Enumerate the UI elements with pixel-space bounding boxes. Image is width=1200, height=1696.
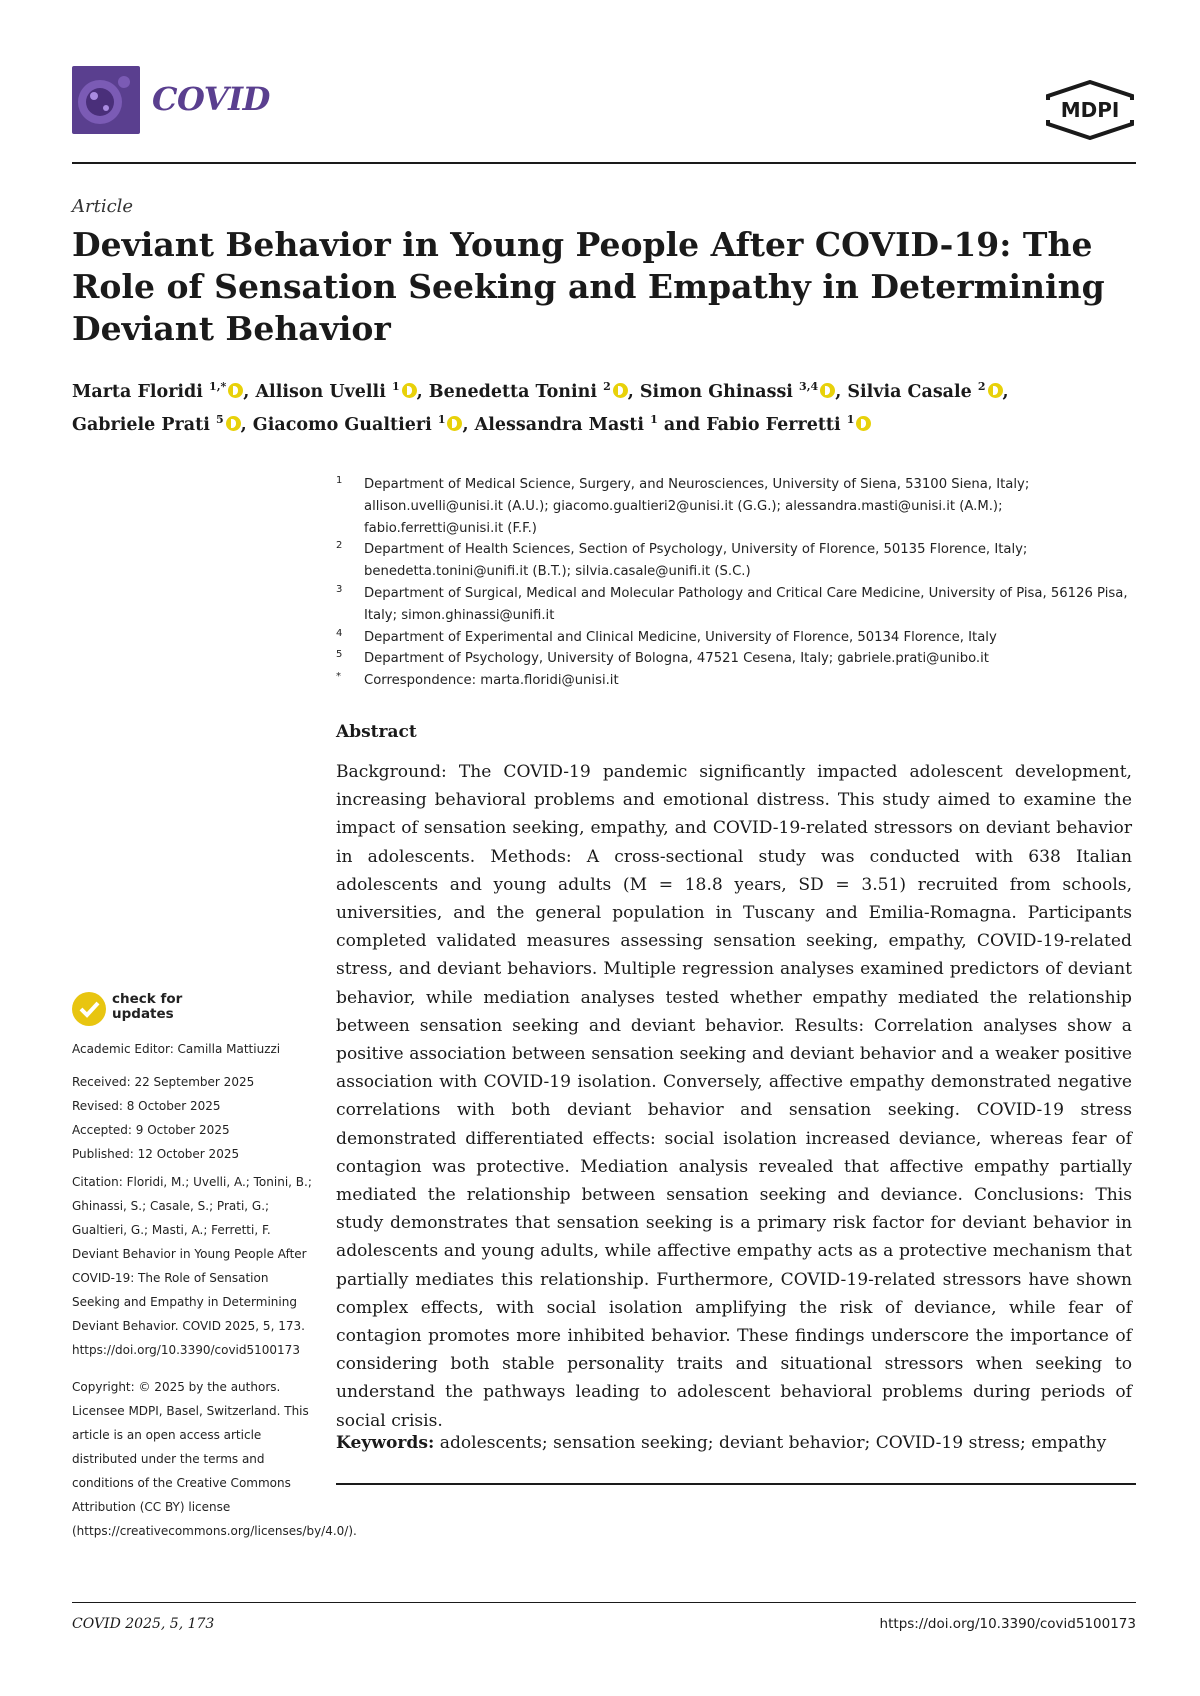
affiliation-text: Department of Surgical, Medical and Molecular Pathology and Critical Care Medicine, University of Pisa, 56126 Pisa, Italy; simon.ghinassi@unifi.it — [364, 585, 1128, 623]
keywords-value: adolescents; sensation seeking; deviant behavior; COVID-19 stress; empathy — [439, 1433, 1107, 1453]
header-rule — [72, 162, 1136, 164]
author-affiliation-marker: 1 — [391, 380, 400, 393]
article-type: Article — [72, 196, 134, 217]
citation: Citation: Floridi, M.; Uvelli, A.; Tonini, B.; Ghinassi, S.; Casale, S.; Prati, G.; Gualtieri, G.; Masti, A.; Ferretti, F. Deviant Behavior in Young People After COVID-19: The Role of Sensation Seeking and Empathy in Determining Deviant Behavior. COVID 2025, 5, 173. https://doi.org/10.3390/covid5100173 — [72, 1175, 312, 1357]
affiliation-item — [336, 648, 1136, 670]
virus-icon — [72, 66, 140, 134]
affiliation-item — [336, 583, 1136, 627]
affiliation-number: 2 — [336, 540, 343, 552]
author-name: Marta Floridi $^{1,*}$ — [72, 380, 227, 402]
affiliation-item — [336, 627, 1136, 649]
orcid-icon[interactable] — [228, 383, 243, 398]
keywords — [336, 1430, 1136, 1456]
orcid-icon[interactable] — [447, 416, 462, 431]
affiliations — [336, 474, 1136, 692]
author-affiliation-marker: 5 — [215, 412, 224, 426]
orcid-icon[interactable] — [856, 416, 871, 431]
published-date: Published: 12 October 2025 — [72, 1147, 240, 1161]
affiliation-text: Department of Experimental and Clinical Medicine, University of Florence, 50134 Florence, Italy — [364, 629, 997, 645]
orcid-icon[interactable] — [820, 383, 835, 398]
affiliation-number: 5 — [336, 649, 343, 661]
affiliation-number: 1 — [336, 475, 343, 486]
abstract-heading: Abstract — [336, 722, 417, 742]
affiliation-text: Department of Medical Science, Surgery, and Neurosciences, University of Siena, 53100 Siena, Italy; allison.uvelli@unisi.it (A.U.); giacomo.gualtieri2@unisi.it (G.G.); alessandra.masti@unisi.it (A.M.); fabio.ferretti@unisi.it (F.F.) — [364, 477, 1030, 536]
journal-logo — [72, 66, 140, 134]
journal-name: COVID — [152, 80, 270, 118]
author-affiliation-marker: 3,4 — [799, 380, 819, 393]
orcid-icon[interactable] — [988, 383, 1003, 398]
author-name: Simon Ghinassi $^{3,4}$ — [639, 380, 819, 402]
revised-date: Revised: 8 October 2025 — [72, 1099, 221, 1113]
copyright-notice: Copyright: © 2025 by the authors. Licensee MDPI, Basel, Switzerland. This article is an open access article distributed under the terms and conditions of the Creative Commons Attribution (CC BY) license (https://creativecommons.org/licenses/by/4.0/). — [72, 1380, 357, 1538]
orcid-icon[interactable] — [226, 416, 241, 431]
author-affiliation-marker: 1 — [846, 412, 855, 426]
affiliation-item — [336, 670, 1136, 692]
author-name: Alessandra Masti $^1$ — [474, 412, 658, 435]
affiliation-item — [336, 474, 1136, 539]
author-affiliation-marker: 2 — [603, 380, 611, 393]
author-affiliation-marker: 1,* — [209, 380, 227, 393]
check-icon — [72, 992, 106, 1026]
footer-citation: COVID 2025, 5, 173 — [72, 1616, 215, 1632]
author-affiliation-marker: 1 — [650, 412, 658, 426]
affiliation-text: Department of Health Sciences, Section of Psychology, University of Florence, 50135 Florence, Italy; benedetta.tonini@unifi.it (B.T.); silvia.casale@unifi.it (S.C.) — [364, 542, 1028, 580]
paper-title: Deviant Behavior in Young People After COVID-19: The Role of Sensation Seeking and Empathy in Determining Deviant Behavior — [72, 225, 1105, 348]
author-name: Silvia Casale $^2$ — [847, 380, 986, 402]
accepted-date: Accepted: 9 October 2025 — [72, 1123, 230, 1137]
check-for-updates-badge[interactable] — [72, 992, 272, 1032]
dates — [72, 1070, 254, 1166]
footer-doi-link[interactable]: https://doi.org/10.3390/covid5100173 — [879, 1616, 1136, 1632]
orcid-icon[interactable] — [613, 383, 628, 398]
affiliation-number: 3 — [336, 583, 343, 595]
keywords-label: Keywords: — [336, 1433, 435, 1453]
affiliation-text: Department of Psychology, University of Bologna, 47521 Cesena, Italy; gabriele.prati@unibo.it — [364, 651, 989, 667]
author-name: Allison Uvelli $^1$ — [255, 380, 400, 402]
affiliation-text: Correspondence: marta.floridi@unisi.it — [364, 673, 619, 689]
footer-rule — [72, 1602, 1136, 1603]
orcid-icon[interactable] — [402, 383, 417, 398]
author-name: Giacomo Gualtieri $^1$ — [252, 412, 446, 435]
author-name: Fabio Ferretti $^1$ — [706, 412, 855, 435]
author-name: Gabriele Prati $^5$ — [72, 412, 224, 435]
check-for-updates-label: check for updates — [112, 991, 183, 1022]
affiliation-number: 4 — [336, 627, 343, 639]
received-date: Received: 22 September 2025 — [72, 1075, 255, 1089]
author-affiliation-marker: 2 — [977, 380, 986, 393]
abstract-text: Background: The COVID-19 pandemic significantly impacted adolescent development, increasing behavioral problems and emotional distress. This study aimed to examine the impact of sensation seeking, empathy, and COVID-19-related stressors on deviant behavior in adolescents. Methods: A cross-sectional study was conducted with 638 Italian adolescents and young adults (M = 18.8 years, SD = 3.51) recruited from schools, universities, and the general population in Tuscany and Emilia-Romagna. Participants completed validated measures assessing sensation seeking, empathy, COVID-19-related stress, and deviant behaviors. Multiple regression analyses examined predictors of deviant behavior, while mediation analyses tested whether empathy mediated the relationship between sensation seeking and deviant behavior. Results: Correlation analyses show a positive association between sensation seeking and deviant behavior and a weaker positive association with COVID-19 isolation. Conversely, affective empathy demonstrated negative correlations with both deviant behavior and sensation seeking. COVID-19 stress demonstrated differentiated effects: social isolation increased deviance, whereas fear of contagion was protective. Mediation analysis revealed that affective empathy partially mediated the relationship between sensation seeking and deviance. Conclusions: This study demonstrates that sensation seeking is a primary risk factor for deviant behavior in adolescents and young adults, while affective empathy acts as a protective mechanism that partially mediates this relationship. Furthermore, COVID-19-related stressors have shown complex effects, with social isolation amplifying the risk of deviance, while fear of contagion promotes more inhibited behavior. These findings underscore the importance of considering both stable personality traits and situational stressors when seeking to understand the pathways leading to adolescent behavioral problems during periods of social crisis. — [336, 762, 1132, 1431]
author-affiliation-marker: 1 — [437, 412, 446, 426]
affiliation-item — [336, 539, 1136, 583]
academic-editor: Academic Editor: Camilla Mattiuzzi — [72, 1042, 281, 1056]
author-list: Marta Floridi $^{1,*}$ , Allison Uvelli $^1$ , Benedetta Tonini $^2$ , Simon Ghinassi $^{3,4}$ , Silvia Casale $^2$ , Gabriele Prati $^5$ , Giacomo Gualtieri $^1$ , Alessandra Masti $^1$ and Fabio Ferretti $^1$ — [72, 380, 1009, 435]
affiliation-number: * — [336, 671, 341, 683]
svg-text:MDPI: MDPI — [1060, 98, 1120, 122]
abstract-rule — [336, 1483, 1136, 1485]
author-name: Benedetta Tonini $^2$ — [428, 380, 611, 402]
mdpi-logo — [1040, 80, 1140, 140]
